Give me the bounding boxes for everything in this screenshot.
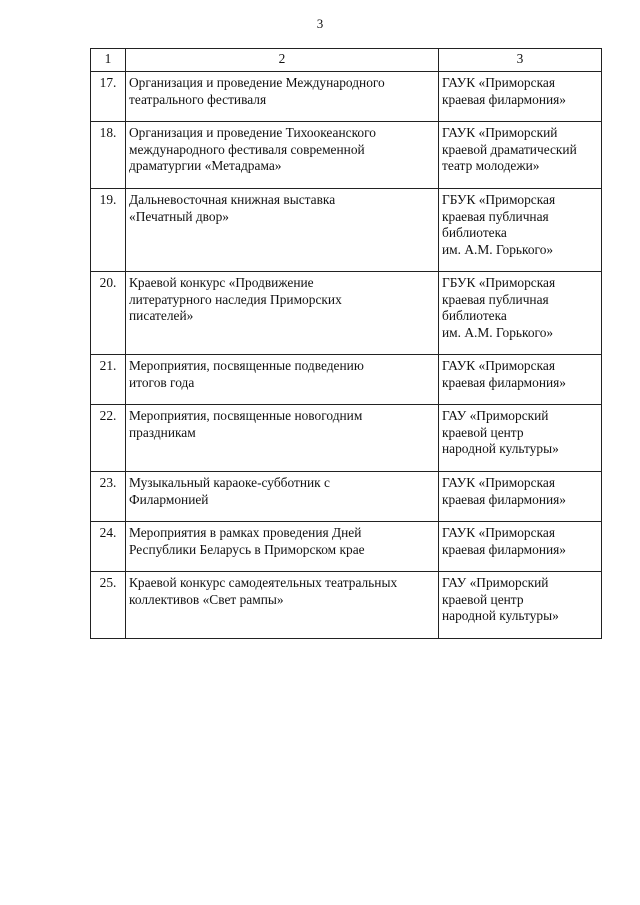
event-line: коллективов «Свет рампы» — [129, 591, 284, 607]
event-cell — [126, 522, 439, 572]
events-table — [90, 48, 602, 639]
column-header-2: 2 — [126, 49, 439, 72]
organizer-line: народной культуры» — [442, 608, 559, 624]
organizer-cell — [439, 189, 602, 272]
page-number: 3 — [316, 16, 324, 31]
row-number: 18. — [91, 122, 126, 189]
event-cell — [126, 472, 439, 522]
organizer-line: им. А.М. Горького» — [442, 241, 554, 257]
event-line: Мероприятия в рамках проведения Дней — [129, 525, 362, 540]
event-line: международного фестиваля современной — [129, 141, 365, 157]
organizer-line: краевая публичная — [442, 291, 549, 307]
organizer-cell — [439, 572, 602, 639]
event-cell — [126, 355, 439, 405]
organizer-cell — [439, 405, 602, 472]
organizer-line: библиотека — [442, 308, 507, 324]
organizer-line: ГАУК «Приморская — [442, 475, 555, 490]
event-line: театрального фестиваля — [129, 91, 267, 107]
event-line: Музыкальный караоке-субботник с — [129, 475, 330, 490]
event-line: Мероприятия, посвященные подведению — [129, 358, 364, 373]
event-cell — [126, 405, 439, 472]
organizer-cell — [439, 355, 602, 405]
event-cell — [126, 272, 439, 355]
row-number: 20. — [91, 272, 126, 355]
column-header-3: 3 — [439, 49, 602, 72]
event-line: драматургии «Метадрама» — [129, 158, 282, 174]
row-number: 22. — [91, 405, 126, 472]
organizer-line: краевая публичная — [442, 208, 549, 224]
table-row — [91, 355, 602, 405]
event-line: Организация и проведение Международного — [129, 75, 385, 90]
organizer-cell — [439, 122, 602, 189]
organizer-line: краевая филармония» — [442, 491, 567, 507]
table-row — [91, 522, 602, 572]
event-line: Республики Беларусь в Приморском крае — [129, 541, 365, 557]
event-line: Мероприятия, посвященные новогодним — [129, 408, 363, 423]
organizer-line: краевая филармония» — [442, 91, 567, 107]
event-cell — [126, 189, 439, 272]
organizer-line: ГАУ «Приморский — [442, 575, 549, 590]
event-line: писателей» — [129, 308, 194, 324]
row-number: 24. — [91, 522, 126, 572]
table-row — [91, 72, 602, 122]
organizer-cell — [439, 272, 602, 355]
organizer-line: краевой центр — [442, 424, 524, 440]
event-line: литературного наследия Приморских — [129, 291, 342, 307]
event-line: Организация и проведение Тихоокеанского — [129, 125, 376, 140]
row-number: 23. — [91, 472, 126, 522]
event-line: Краевой конкурс «Продвижение — [129, 275, 314, 290]
organizer-line: ГАУК «Приморский — [442, 125, 558, 140]
event-line: праздникам — [129, 424, 196, 440]
organizer-cell — [439, 72, 602, 122]
organizer-line: краевой центр — [442, 591, 524, 607]
table-row — [91, 189, 602, 272]
table-row — [91, 405, 602, 472]
event-line: Краевой конкурс самодеятельных театральных — [129, 575, 398, 590]
row-number: 25. — [91, 572, 126, 639]
organizer-line: народной культуры» — [442, 441, 559, 457]
event-cell — [126, 572, 439, 639]
organizer-line: библиотека — [442, 225, 507, 241]
organizer-line: ГАУК «Приморская — [442, 525, 555, 540]
organizer-line: краевая филармония» — [442, 374, 567, 390]
organizer-cell — [439, 522, 602, 572]
event-line: Дальневосточная книжная выставка — [129, 192, 336, 207]
organizer-line: ГАУК «Приморская — [442, 75, 555, 90]
row-number: 19. — [91, 189, 126, 272]
organizer-line: ГБУК «Приморская — [442, 275, 556, 290]
table-row — [91, 572, 602, 639]
event-line: «Печатный двор» — [129, 208, 229, 224]
table-header-row — [91, 49, 602, 72]
organizer-line: краевой драматический — [442, 141, 577, 157]
organizer-line: ГАУК «Приморская — [442, 358, 555, 373]
organizer-line: театр молодежи» — [442, 158, 540, 174]
row-number: 17. — [91, 72, 126, 122]
event-cell — [126, 72, 439, 122]
table-row — [91, 472, 602, 522]
event-line: Филармонией — [129, 491, 209, 507]
organizer-cell — [439, 472, 602, 522]
organizer-line: краевая филармония» — [442, 541, 567, 557]
event-cell — [126, 122, 439, 189]
column-header-1: 1 — [91, 49, 126, 72]
table-row — [91, 122, 602, 189]
organizer-line: им. А.М. Горького» — [442, 324, 554, 340]
table-row — [91, 272, 602, 355]
organizer-line: ГАУ «Приморский — [442, 408, 549, 423]
event-line: итогов года — [129, 374, 195, 390]
organizer-line: ГБУК «Приморская — [442, 192, 556, 207]
row-number: 21. — [91, 355, 126, 405]
